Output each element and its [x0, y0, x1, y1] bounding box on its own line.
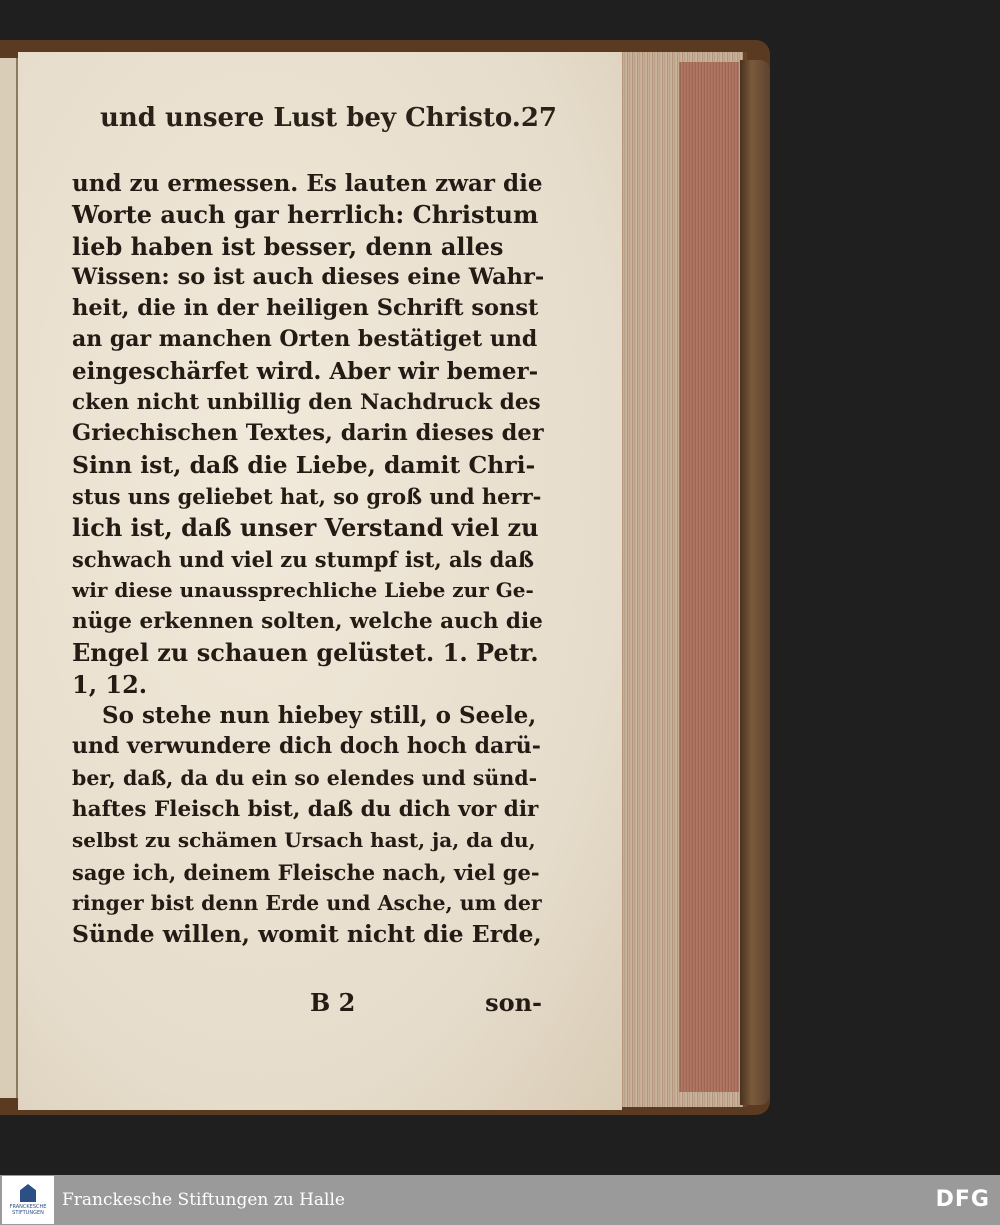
logo-text: FRANCKESCHE STIFTUNGEN	[9, 1204, 47, 1216]
text-line: ber, daß, da du ein so elendes und sünd-	[72, 765, 538, 790]
text-line: nüge erkennen solten, welche auch die	[72, 609, 543, 635]
text-line: lieb haben ist besser, denn alles	[72, 231, 504, 261]
left-page-edge	[0, 58, 18, 1098]
page-body	[72, 168, 544, 950]
text-line: Sünde willen, womit nicht die Erde,	[72, 920, 542, 949]
house-icon	[20, 1184, 36, 1202]
catchword: son-	[485, 988, 542, 1017]
text-line: selbst zu schämen Ursach hast, ja, da du,	[72, 828, 536, 853]
text-line: sage ich, deinem Fleische nach, viel ge-	[72, 859, 540, 885]
book-spine-edge	[740, 60, 770, 1105]
text-line: Sinn ist, daß die Liebe, damit Chri-	[72, 450, 536, 479]
text-line: an gar manchen Orten bestätiget und	[72, 326, 538, 353]
dfg-logo[interactable]: DFG	[935, 1187, 990, 1212]
text-line: 1, 12.	[72, 669, 148, 699]
text-line: und zu ermessen. Es lauten zwar die	[72, 170, 543, 197]
text-line: Wissen: so ist auch dieses eine Wahr-	[72, 263, 545, 290]
text-line: lich ist, daß unser Verstand viel zu	[72, 513, 539, 543]
viewer-footer-bar	[0, 1175, 1000, 1225]
paragraph-start-line: So stehe nun hiebey still, o Seele,	[102, 702, 537, 730]
text-line: heit, die in der heiligen Schrift sonst	[72, 295, 539, 322]
institution-name: Franckesche Stiftungen zu Halle	[62, 1190, 345, 1210]
text-line: Worte auch gar herrlich: Christum	[72, 200, 539, 230]
text-line: wir diese unaussprechliche Liebe zur Ge-	[72, 577, 534, 602]
text-line: stus uns geliebet hat, so groß und herr-	[72, 483, 542, 509]
page-number: 27	[520, 103, 558, 133]
institution-logo[interactable]	[2, 1176, 54, 1224]
signature-mark: B 2	[310, 988, 356, 1017]
text-line: und verwundere dich doch hoch darü-	[72, 733, 541, 760]
running-head-title: und unsere Lust bey Christo.	[100, 103, 521, 133]
page-block-edges	[618, 52, 747, 1107]
text-line: cken nicht unbillig den Nachdruck des	[72, 390, 541, 416]
text-line: eingeschärfet wird. Aber wir bemer-	[72, 357, 539, 385]
text-line: Engel zu schauen gelüstet. 1. Petr.	[72, 638, 539, 668]
text-line: haftes Fleisch bist, daß du dich vor dir	[72, 796, 539, 822]
text-line: ringer bist denn Erde und Asche, um der	[72, 890, 542, 915]
text-line: schwach und viel zu stumpf ist, als daß	[72, 546, 534, 572]
running-head	[100, 103, 558, 133]
text-line: Griechischen Textes, darin dieses der	[72, 420, 544, 447]
